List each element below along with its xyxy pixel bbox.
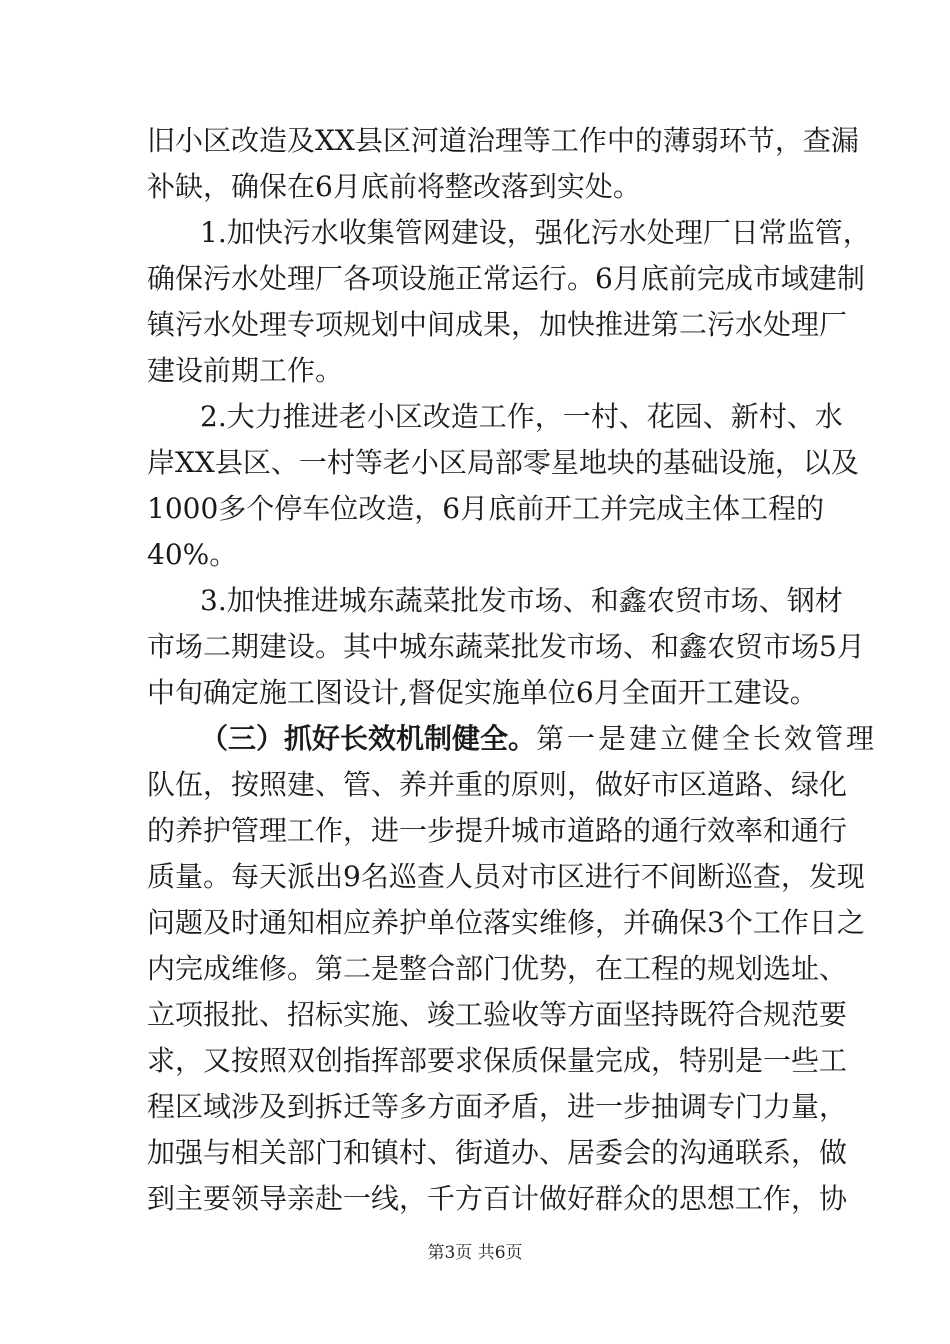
list-item-1-line: 1.加快污水收集管网建设，强化污水处理厂日常监管， [200, 216, 871, 249]
paragraph-line: 市场二期建设。其中城东蔬菜批发市场、和鑫农贸市场5月 [147, 630, 865, 663]
paragraph-line: 到主要领导亲赴一线，千方百计做好群众的思想工作，协 [147, 1182, 848, 1215]
section-heading: （三）抓好长效机制健全。 [200, 722, 537, 755]
paragraph-line: 队伍，按照建、管、养并重的原则，做好市区道路、绿化 [147, 768, 848, 801]
paragraph-line: 旧小区改造及XX县区河道治理等工作中的薄弱环节，查漏 [147, 124, 859, 157]
list-item-2-line: 2.大力推进老小区改造工作，一村、花园、新村、水 [200, 400, 843, 433]
paragraph-line: 立项报批、招标实施、竣工验收等方面坚持既符合规范要 [147, 998, 848, 1031]
section-heading-continuation: 第一是建立健全长效管理 [536, 722, 878, 755]
paragraph-line: 1000多个停车位改造，6月底前开工并完成主体工程的 [147, 492, 825, 525]
paragraph-line: 程区域涉及到拆迁等多方面矛盾，进一步抽调专门力量， [147, 1090, 848, 1123]
paragraph-line: 40%。 [147, 538, 238, 571]
paragraph-line: 质量。每天派出9名巡查人员对市区进行不间断巡查，发现 [147, 860, 865, 893]
paragraph-line: 岸XX县区、一村等老小区局部零星地块的基础设施，以及 [147, 446, 859, 479]
paragraph-line: 镇污水处理专项规划中间成果，加快推进第二污水处理厂 [147, 308, 848, 341]
paragraph-line: 问题及时通知相应养护单位落实维修，并确保3个工作日之 [147, 906, 865, 939]
section-heading-line [200, 716, 878, 762]
paragraph-line: 中旬确定施工图设计,督促实施单位6月全面开工建设。 [147, 676, 818, 709]
paragraph-line: 补缺，确保在6月底前将整改落到实处。 [147, 170, 641, 203]
paragraph-line: 加强与相关部门和镇村、街道办、居委会的沟通联系，做 [147, 1136, 848, 1169]
paragraph-line: 确保污水处理厂各项设施正常运行。6月底前完成市域建制 [147, 262, 865, 295]
paragraph-line: 内完成维修。第二是整合部门优势，在工程的规划选址、 [147, 952, 848, 985]
paragraph-line: 建设前期工作。 [147, 354, 344, 387]
page-footer: 第3页 共6页 [427, 1243, 523, 1263]
paragraph-line: 的养护管理工作，进一步提升城市道路的通行效率和通行 [147, 814, 848, 847]
list-item-3-line: 3.加快推进城东蔬菜批发市场、和鑫农贸市场、钢材 [200, 584, 843, 617]
paragraph-line: 求，又按照双创指挥部要求保质保量完成，特别是一些工 [147, 1044, 848, 1077]
